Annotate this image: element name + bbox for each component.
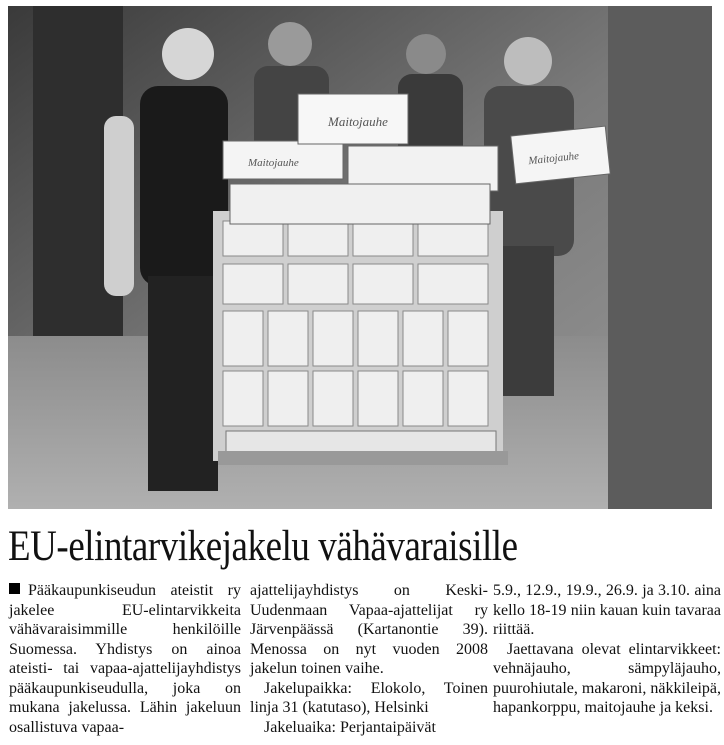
news-photo — [8, 6, 712, 509]
article-column-3 — [493, 581, 721, 718]
paragraph: 5.9., 12.9., 19.9., 26.9. ja 3.10. aina kello 18-19 niin kauan kuin tavaraa riittää. — [493, 582, 721, 638]
headline: EU-elintarvikejakelu vähävaraisille — [8, 523, 518, 570]
paragraph: Jakeluaika: Perjantaipäivät — [264, 718, 436, 736]
article-column-2 — [250, 581, 488, 737]
box-label: Maitojauhe — [328, 114, 388, 129]
paragraph-text: Pääkaupunkiseudun ateistit ry jakelee EU-elintarvikkeita vähävaraisimmille henkilöille Suomessa. Yhdistys on ainoa ateisti- tai vapaa-ajattelijayhdistys pääkaupunkiseudulla, joka on mukana jakelussa. Lähin jakeluun osallistuva vapaa- — [9, 582, 241, 736]
photo-doorway — [608, 6, 712, 509]
paragraph — [9, 581, 241, 737]
box-label: Maitojauhe — [527, 150, 580, 168]
paragraph: Jaettavana olevat elintarvikkeet: vehnäjauho, sämpyläjauho, puurohiutale, makaroni, näkkileipä, hapankorppu, maitojauhe ja keksi. — [493, 640, 721, 716]
box-label: Maitojauhe — [248, 157, 299, 169]
food-pallet — [213, 211, 508, 465]
paragraph: Jakelupaikka: Elokolo, Toinen linja 31 (katutaso), Helsinki — [250, 679, 488, 716]
article-column-1 — [9, 581, 241, 737]
paragraph: ajattelijayhdistys on Keski-Uudenmaan Vapaa-ajattelijat ry Järvenpäässä (Kartanontie 39). Menossa on nyt vuoden 2008 jakelun toinen vaihe. — [250, 582, 488, 677]
square-bullet-icon — [9, 583, 20, 594]
